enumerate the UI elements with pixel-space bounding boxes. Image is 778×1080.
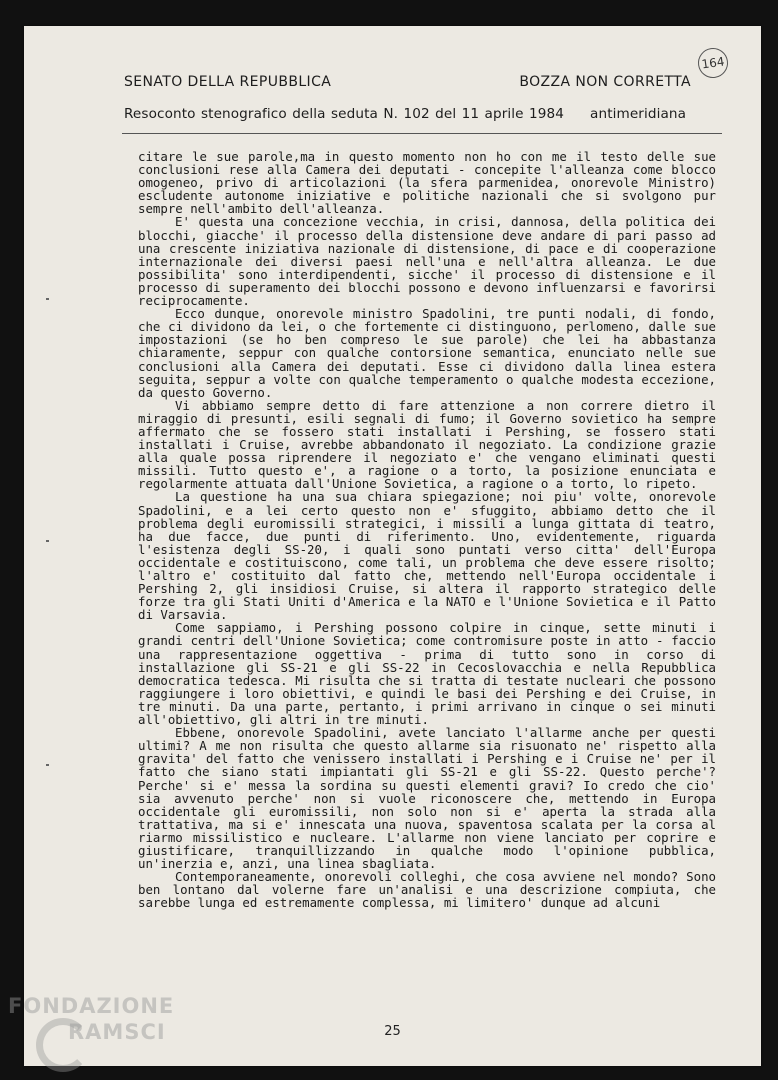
paragraph: citare le sue parole,ma in questo momento non ho con me il testo delle sue conclusioni rese alla Camera dei deputati - concepite l'alleanza come blocco omogeneo, privo di articolazioni (la sfera parmenidea, onorevole Ministro) escludente autonome iniziative e politiche nazionali che si svolgono pur sempre nell'ambito dell'alleanza.	[138, 149, 716, 217]
institution-header: SENATO DELLA REPUBBLICA	[124, 74, 332, 90]
paragraph: Ebbene, onorevole Spadolini, avete lanciato l'allarme anche per questi ultimi? A me non risulta che questo allarme sia risuonato ne' rispetto alla gravita' del fatto che venissero installati i Pershing e i Cruise ne' per il fatto che siano stati impiantati gli SS-21 e gli SS-22. Questo perche'? Perche' si e' messa la sordina su questi elementi gravi? Io credo che cio' sia avvenuto perche' non si vuole riconoscere che, mettendo in Europa occidentale gli euromissili, non solo non si e' aperta la strada alla trattativa, ma si e' innescata una nuova, spaventosa scalata per la corsa al riarmo missilistico e nucleare. L'allarme non viene lanciato per coprire e giustificare, tranquillizzando in qualche modo l'opinione pubblica, un'inerzia e, anzi, una linea sbagliata.	[138, 725, 716, 872]
watermark-line2: RAMSCI	[68, 1020, 166, 1044]
paragraph: Come sappiamo, i Pershing possono colpire in cinque, sette minuti i grandi centri dell'Unione Sovietica; come contromisure poste in atto - faccio una rappresentazione oggettiva - prima di tutto sono in corso di installazione gli SS-21 e gli SS-22 in Cecoslovacchia e nella Repubblica democratica tedesca. Mi risulta che si tratta di testate nucleari che possono raggiungere i loro obiettivi, e quindi le basi dei Pershing e dei Cruise, in tre minuti. Da una parte, pertanto, i primi arrivano in cinque o sei minuti all'obiettivo, gli altri in tre minuti.	[138, 620, 716, 728]
paragraph: Ecco dunque, onorevole ministro Spadolini, tre punti nodali, di fondo, che ci dividono da lei, o che fortemente ci distinguono, perlomeno, dalle sue impostazioni (se ho ben compreso le sue parole) che lei ha abbastanza chiaramente, seppur con qualche contorsione semantica, enunciato nelle sue conclusioni alla Camera dei deputati. Esse ci dividono dalla linea estera seguita, seppur a volte con qualche temperamento o qualche modesta eccezione, da questo Governo.	[138, 306, 716, 400]
paragraph: La questione ha una sua chiara spiegazione; noi piu' volte, onorevole Spadolini, e a lei certo questo non e' sfuggito, abbiamo detto che il problema degli euromissili strategici, i missili a lunga gittata di teatro, ha due facce, due punti di riferimento. Uno, evidentemente, riguarda l'esistenza degli SS-20, i quali sono puntati verso citta' dell'Europa occidentale e costituiscono, come tali, un problema che deve essere risolto; l'altro e' costituito dal fatto che, mettendo nell'Europa occidentale i Pershing 2, gli insidiosi Cruise, si altera il rapporto strategico delle forze tra gli Stati Uniti d'America e la NATO e l'Unione Sovietica e il Patto di Varsavia.	[138, 489, 716, 623]
paragraph: Contemporaneamente, onorevoli colleghi, che cosa avviene nel mondo? Sono ben lontano dal volerne fare un'analisi e una descrizione compiuta, che sarebbe lunga ed estremamente complessa, mi limitero' dunque ad alcuni	[138, 869, 716, 911]
draft-status: BOZZA NON CORRETTA	[519, 74, 691, 90]
session-line	[124, 106, 686, 122]
margin-mark	[46, 298, 49, 300]
watermark-line1: FONDAZIONE	[8, 994, 175, 1018]
margin-mark	[46, 764, 49, 766]
transcript-body	[138, 150, 716, 909]
page-number: 25	[384, 1024, 401, 1039]
document-page	[24, 26, 761, 1066]
page-stamp: 164	[696, 46, 730, 80]
header-rule	[122, 133, 722, 134]
session-time: antimeridiana	[590, 106, 687, 122]
margin-mark	[46, 540, 49, 542]
session-title: Resoconto stenografico della seduta N. 102 del 11 aprile 1984	[124, 106, 565, 122]
paragraph: Vi abbiamo sempre detto di fare attenzione a non correre dietro il miraggio di presunti, esili segnali di fumo; il Governo sovietico ha sempre affermato che se fossero stati installati i Pershing, se fossero stati installati i Cruise, avrebbe abbandonato il negoziato. La condizione grazie alla quale possa riprendere il negoziato e' che vengano eliminati questi missili. Tutto questo e', a ragione o a torto, la posizione enunciata e regolarmente attuata dall'Unione Sovietica, a ragione o a torto, lo ripeto.	[138, 397, 716, 492]
paragraph: E' questa una concezione vecchia, in crisi, dannosa, della politica dei blocchi, giacche' il processo della distensione deve andare di pari passo ad una crescente iniziativa nazionale di distensione, di pace e di cooperazione internazionale dei diversi paesi nell'una e nell'altra alleanza. Le due possibilita' sono interdipendenti, sicche' il processo di distensione e il processo di superamento dei blocchi possono e devono influenzarsi e favorirsi reciprocamente.	[138, 214, 716, 309]
